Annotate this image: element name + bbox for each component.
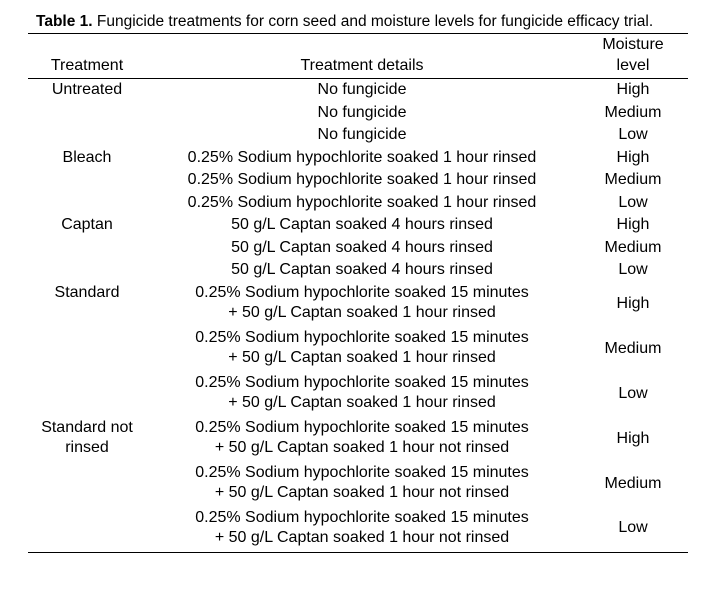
cell-treatment <box>28 237 146 260</box>
table-row <box>28 462 688 507</box>
cell-details <box>146 327 578 372</box>
table-body <box>28 79 688 553</box>
cell-details <box>146 417 578 462</box>
details-line-1: 0.25% Sodium hypochlorite soaked 15 minutes <box>195 463 529 481</box>
details-line-1: No fungicide <box>317 103 407 121</box>
cell-treatment: Standard not rinsed <box>41 418 133 456</box>
cell-treatment: Captan <box>61 216 113 233</box>
fungicide-table <box>28 33 688 553</box>
table-row <box>28 169 688 192</box>
cell-moisture: High <box>616 148 650 166</box>
cell-details <box>146 237 578 260</box>
details-line-1: 0.25% Sodium hypochlorite soaked 1 hour rinsed <box>187 148 537 166</box>
cell-details <box>146 169 578 192</box>
table-container <box>28 12 690 553</box>
cell-moisture: Medium <box>604 339 662 357</box>
cell-moisture: Low <box>618 193 648 211</box>
cell-details <box>146 214 578 237</box>
header-details: Treatment details <box>146 34 578 79</box>
details-line-1: 0.25% Sodium hypochlorite soaked 1 hour rinsed <box>187 193 537 211</box>
table-row <box>28 327 688 372</box>
cell-treatment <box>28 372 146 417</box>
table-row <box>28 372 688 417</box>
cell-moisture: High <box>616 81 650 98</box>
cell-moisture: High <box>616 429 650 447</box>
cell-treatment <box>28 192 146 215</box>
table-row <box>28 282 688 327</box>
cell-details <box>146 102 578 125</box>
cell-details <box>146 507 578 553</box>
table-row <box>28 507 688 553</box>
cell-moisture: Low <box>578 507 688 553</box>
cell-moisture: Low <box>618 384 648 402</box>
cell-details <box>146 147 578 170</box>
table-row <box>28 214 688 237</box>
cell-details <box>146 79 578 102</box>
details-line-2: + 50 g/L Captan soaked 1 hour rinsed <box>228 303 496 321</box>
cell-details <box>146 259 578 282</box>
cell-moisture: High <box>616 294 650 312</box>
table-row <box>28 79 688 102</box>
table-row <box>28 124 688 147</box>
caption-text: Fungicide treatments for corn seed and moisture levels for fungicide efficacy trial. <box>96 13 654 30</box>
cell-treatment <box>28 327 146 372</box>
cell-treatment <box>28 102 146 125</box>
details-line-1: 0.25% Sodium hypochlorite soaked 1 hour rinsed <box>187 171 537 188</box>
table-row <box>28 259 688 282</box>
details-line-1: 0.25% Sodium hypochlorite soaked 15 minutes <box>195 328 529 346</box>
table-row <box>28 147 688 170</box>
details-line-1: 50 g/L Captan soaked 4 hours rinsed <box>231 261 493 278</box>
cell-treatment <box>28 124 146 147</box>
cell-moisture: Medium <box>604 474 662 492</box>
cell-moisture: High <box>616 216 650 233</box>
cell-moisture: Medium <box>604 171 662 188</box>
details-line-1: 0.25% Sodium hypochlorite soaked 15 minutes <box>195 418 529 436</box>
table-row <box>28 417 688 462</box>
details-line-1: 0.25% Sodium hypochlorite soaked 15 minutes <box>195 508 529 526</box>
cell-details <box>146 462 578 507</box>
cell-details <box>146 282 578 327</box>
table-row <box>28 192 688 215</box>
table-row <box>28 237 688 260</box>
cell-details <box>146 372 578 417</box>
cell-treatment: Bleach <box>62 148 112 166</box>
details-line-1: 50 g/L Captan soaked 4 hours rinsed <box>231 238 493 256</box>
header-moisture-line1: Moisture <box>602 36 664 53</box>
cell-treatment <box>28 507 146 553</box>
cell-treatment <box>28 259 146 282</box>
cell-details <box>146 192 578 215</box>
details-line-1: No fungicide <box>317 126 407 143</box>
details-line-2: + 50 g/L Captan soaked 1 hour not rinsed <box>214 483 510 501</box>
details-line-1: 50 g/L Captan soaked 4 hours rinsed <box>231 216 493 233</box>
cell-moisture: Medium <box>604 238 662 256</box>
details-line-2: + 50 g/L Captan soaked 1 hour rinsed <box>228 348 496 366</box>
cell-treatment: Untreated <box>51 81 123 98</box>
table-row <box>28 102 688 125</box>
caption-label: Table 1. <box>36 13 93 30</box>
cell-moisture: Low <box>618 126 648 143</box>
header-row <box>28 34 688 79</box>
cell-treatment <box>28 169 146 192</box>
details-line-2: + 50 g/L Captan soaked 1 hour not rinsed <box>214 528 510 546</box>
cell-details <box>146 124 578 147</box>
table-caption <box>36 12 666 31</box>
details-line-1: 0.25% Sodium hypochlorite soaked 15 minutes <box>195 283 529 301</box>
cell-treatment <box>28 462 146 507</box>
header-moisture <box>578 34 688 79</box>
header-treatment: Treatment <box>28 34 146 79</box>
cell-treatment: Standard <box>54 283 120 301</box>
cell-moisture: Low <box>618 261 648 278</box>
details-line-1: No fungicide <box>317 81 407 98</box>
header-moisture-line2: level <box>616 57 650 74</box>
details-line-1: 0.25% Sodium hypochlorite soaked 15 minutes <box>195 373 529 391</box>
cell-moisture: Medium <box>604 103 662 121</box>
details-line-2: + 50 g/L Captan soaked 1 hour not rinsed <box>214 438 510 456</box>
details-line-2: + 50 g/L Captan soaked 1 hour rinsed <box>228 393 496 411</box>
